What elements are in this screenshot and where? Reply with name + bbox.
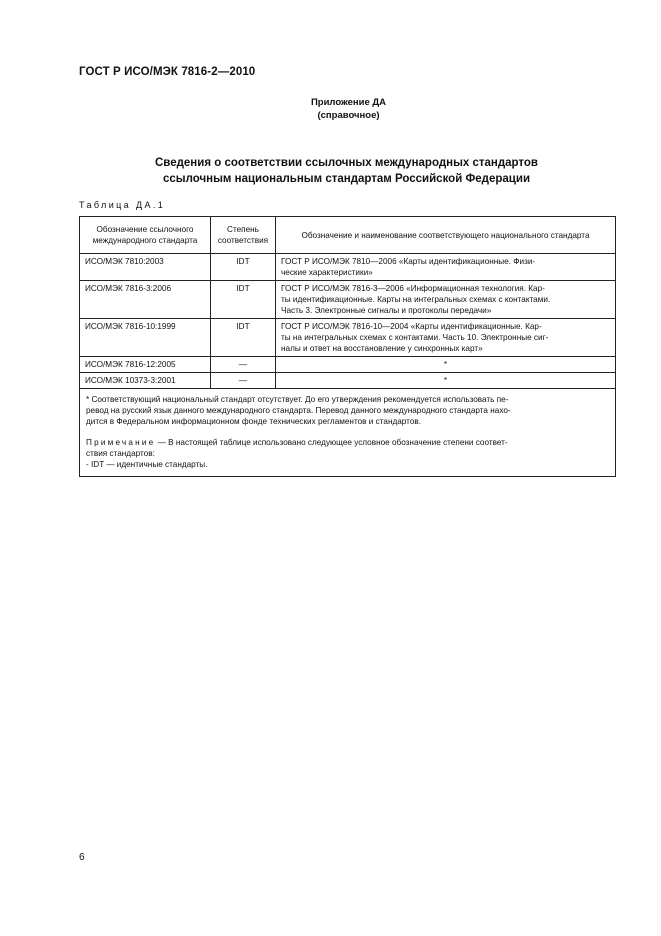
table-footer-row	[80, 389, 616, 477]
header-degree	[211, 217, 276, 254]
footnote-line: дится в Федеральном информационном фонде технических регламентов и стандартов.	[86, 417, 422, 426]
correspondence-table	[79, 216, 616, 477]
header-text: международного стандарта	[92, 236, 198, 245]
note-text: — В настоящей таблице использовано следующее условное обозначение степени соответ-	[155, 438, 508, 447]
cell-line: ГОСТ Р ИСО/МЭК 7810—2006 «Карты идентификационные. Физи-	[281, 257, 536, 266]
footnote-line: * Соответствующий национальный стандарт отсутствует. До его утверждения рекомендуется использовать пе-	[86, 395, 509, 404]
table-row	[80, 254, 616, 281]
section-title	[0, 155, 661, 187]
note-item: - IDT — идентичные стандарты.	[86, 460, 208, 469]
cell-line: налы и ответ на восстановление у синхронных карт»	[281, 344, 483, 353]
table-row	[80, 357, 616, 373]
cell-line: ГОСТ Р ИСО/МЭК 7816-10—2004 «Карты идентификационные. Кар-	[281, 322, 542, 331]
table-row	[80, 373, 616, 389]
appendix-heading	[0, 96, 661, 122]
cell-line: ты идентификационные. Карты на интегральных схемах с контактами.	[281, 295, 551, 304]
table-row	[80, 319, 616, 357]
note-line: ствия стандартов:	[86, 449, 155, 458]
header-national-standard: Обозначение и наименование соответствующего национального стандарта	[276, 217, 616, 254]
header-text: Степень	[227, 225, 259, 234]
table-header-row	[80, 217, 616, 254]
footnote-line: ревод на русский язык данного международного стандарта. Перевод данного международного стандарта нахо-	[86, 406, 511, 415]
section-title-line-1: Сведения о соответствии ссылочных международных стандартов	[154, 157, 538, 169]
intl-standard-cell: ИСО/МЭК 7810:2003	[80, 254, 211, 281]
intl-standard-cell: ИСО/МЭК 10373-3:2001	[80, 373, 211, 389]
cell-line: ГОСТ Р ИСО/МЭК 7816-3—2006 «Информационная технология. Кар-	[281, 284, 545, 293]
intl-standard-cell: ИСО/МЭК 7816-3:2006	[80, 281, 211, 319]
appendix-subtitle: (справочное)	[317, 110, 380, 121]
header-text: Обозначение ссылочного	[96, 225, 194, 234]
national-standard-cell: *	[276, 357, 616, 373]
national-standard-cell	[276, 254, 616, 281]
table-caption: Таблица ДА.1	[79, 200, 166, 210]
spacer	[86, 427, 609, 437]
intl-standard-cell: ИСО/МЭК 7816-12:2005	[80, 357, 211, 373]
national-standard-cell	[276, 281, 616, 319]
intl-standard-cell: ИСО/МЭК 7816-10:1999	[80, 319, 211, 357]
header-text: соответствия	[217, 236, 269, 245]
degree-cell: —	[211, 357, 276, 373]
national-standard-cell	[276, 319, 616, 357]
degree-cell: IDT	[211, 281, 276, 319]
document-header: ГОСТ Р ИСО/МЭК 7816-2—2010	[79, 66, 256, 78]
cell-line: Часть 3. Электронные сигналы и протоколы передачи»	[281, 306, 492, 315]
note-label: Примечание	[86, 438, 156, 447]
cell-line: ческие характеристики»	[281, 268, 373, 277]
section-title-line-2: ссылочным национальным стандартам Российской Федерации	[162, 173, 531, 185]
page-number: 6	[79, 852, 85, 863]
appendix-title: Приложение ДА	[310, 97, 387, 108]
table-footnote	[80, 389, 616, 477]
degree-cell: IDT	[211, 254, 276, 281]
note-line	[86, 437, 609, 448]
degree-cell: IDT	[211, 319, 276, 357]
degree-cell: —	[211, 373, 276, 389]
national-standard-cell: *	[276, 373, 616, 389]
header-international-standard	[80, 217, 211, 254]
table-row	[80, 281, 616, 319]
cell-line: ты на интегральных схемах с контактами. Часть 10. Электронные сиг-	[281, 333, 549, 342]
